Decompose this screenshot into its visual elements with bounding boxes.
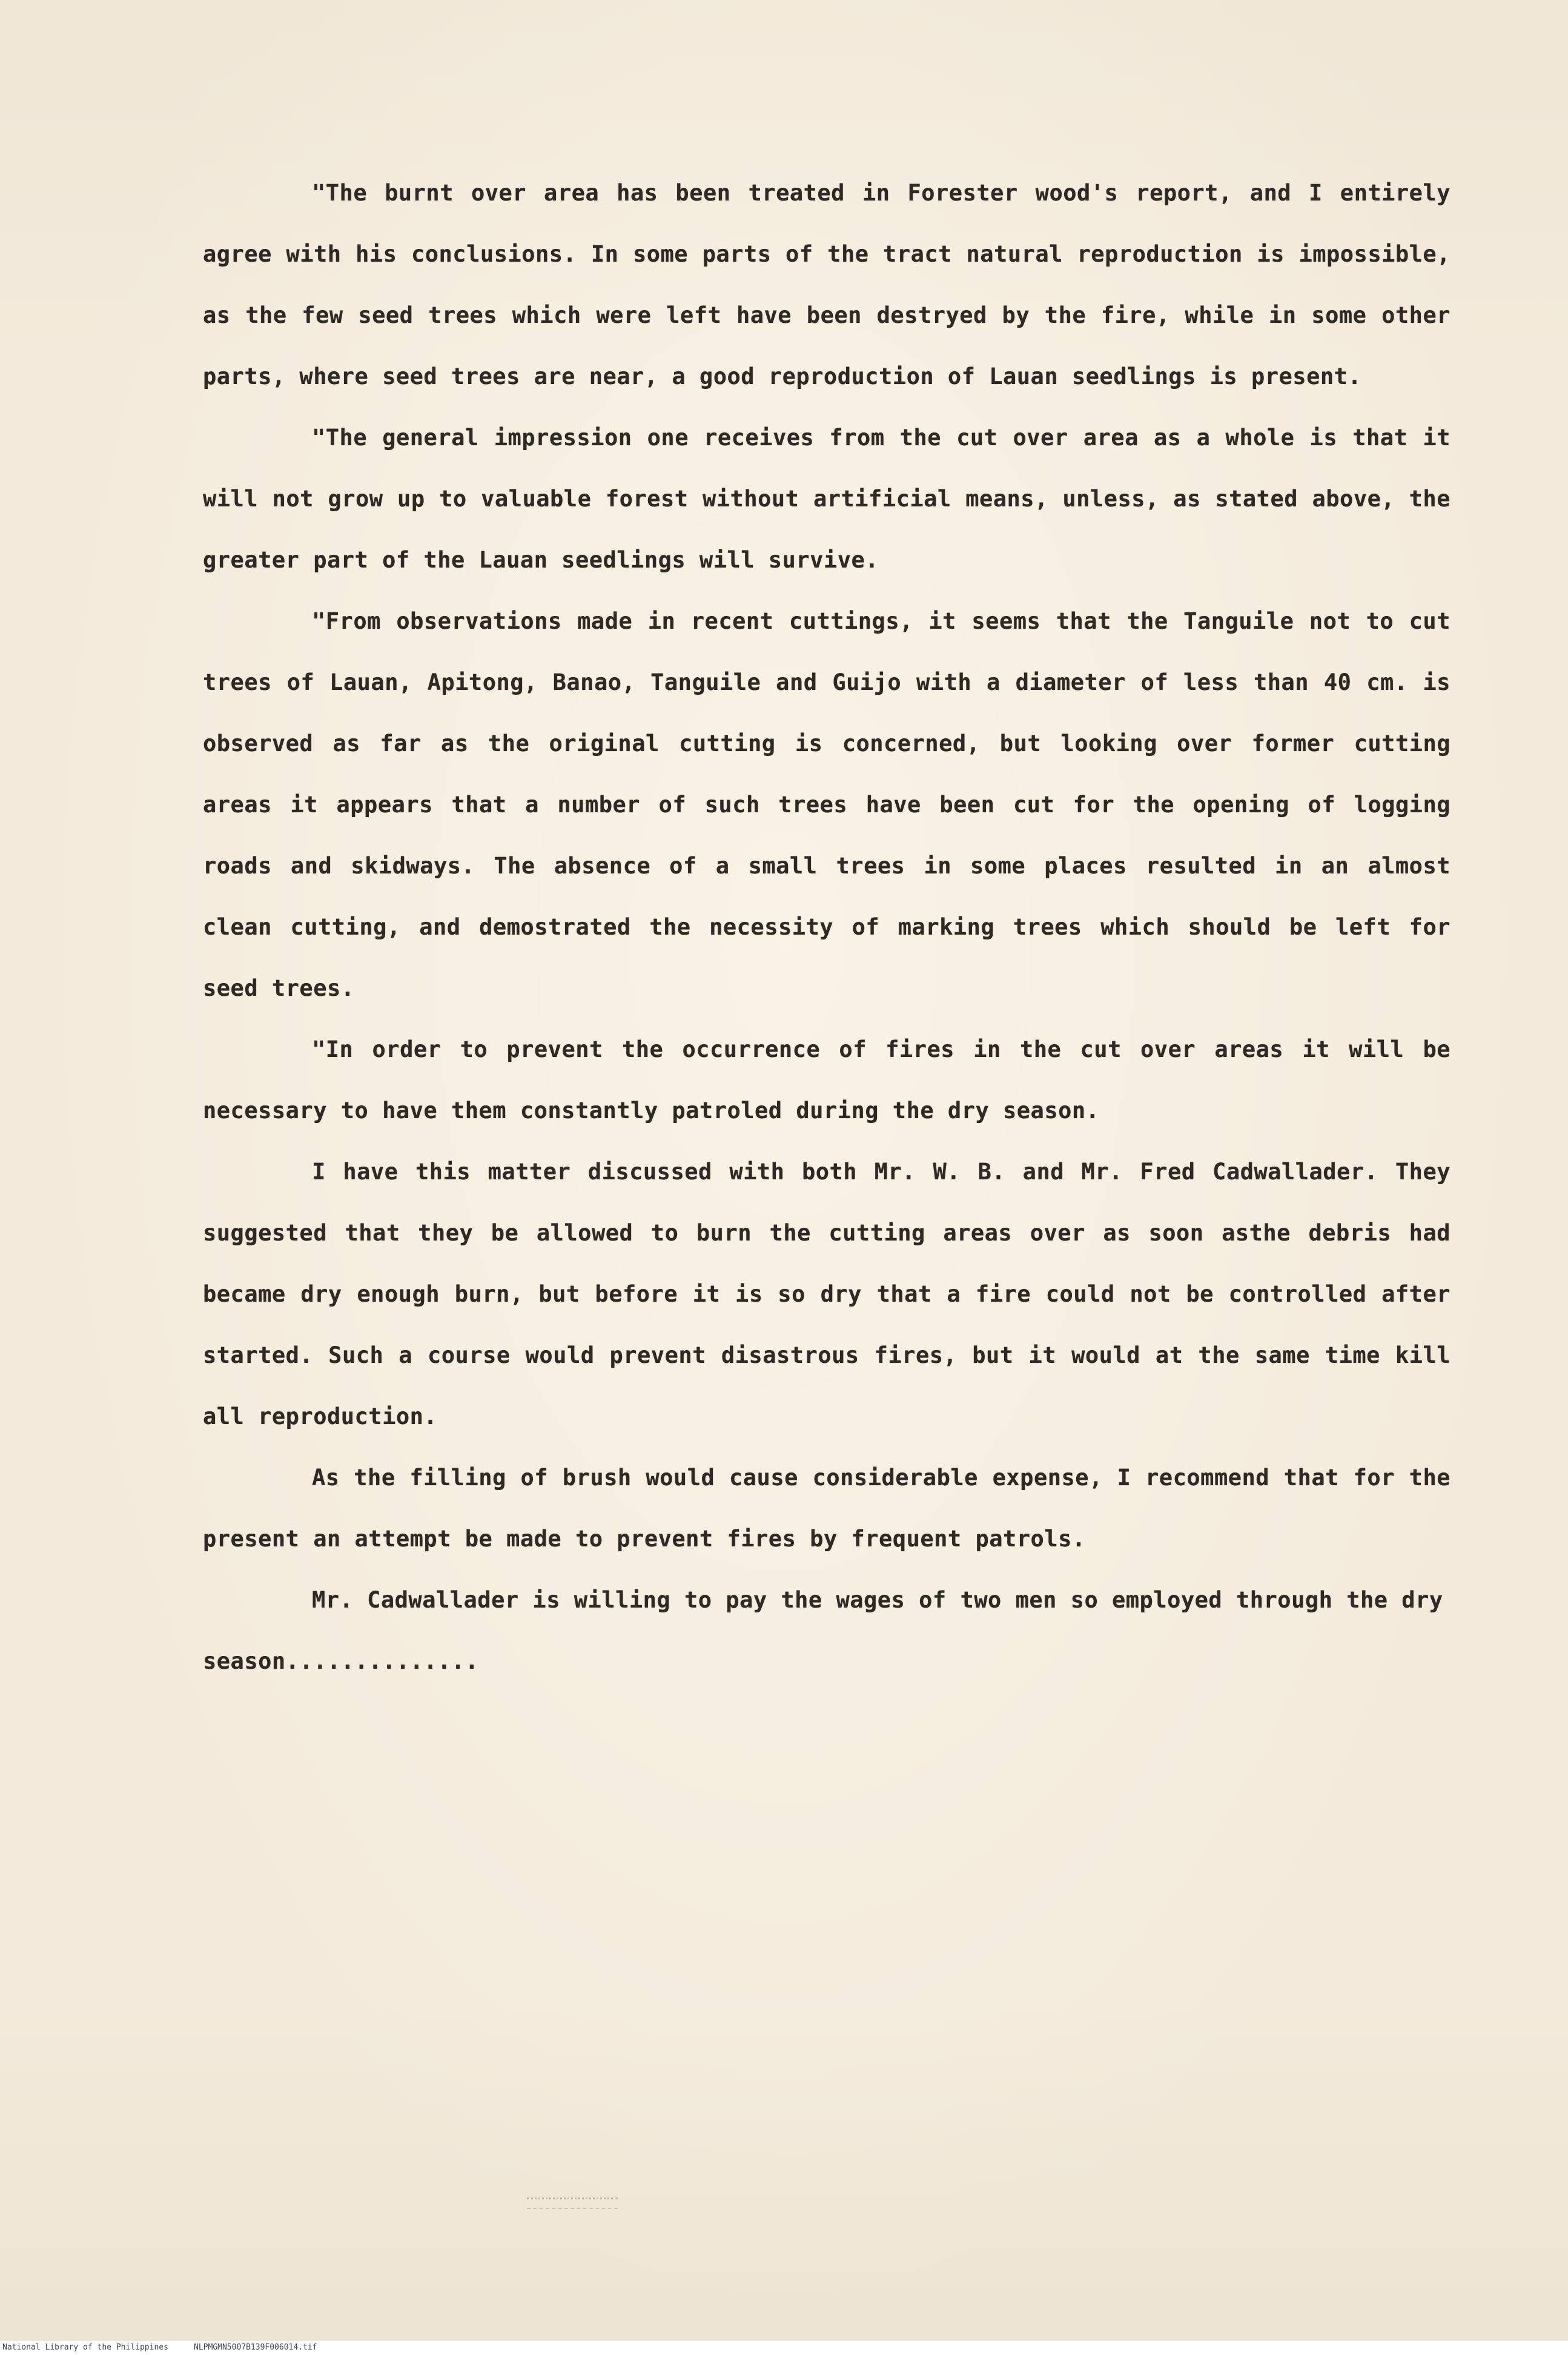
- paragraph-burnt-area: "The burnt over area has been treated in Forester wood's report, and I entirely agree with his conclusions. In some parts of the tract natural reproduction is impossible, as the few seed trees which were left have been destryed by the fire, while in some other parts, where seed trees are near, a good reproduction of Lauan seedlings is present.: [203, 180, 1451, 389]
- footer-file-id: NLPMGMN5007B139F006014.tif: [194, 2343, 317, 2352]
- paragraph-recommendation: As the filling of brush would cause considerable expense, I recommend that for the present an attempt be made to prevent fires by frequent patrols.: [203, 1465, 1451, 1552]
- scan-footer: [0, 2340, 1568, 2355]
- paragraph-general-impression: "The general impression one receives from the cut over area as a whole is that it will not grow up to valuable forest without artificial means, unless, as stated above, the greater part of the Lauan seedlings will survive.: [203, 425, 1451, 573]
- paragraph-cadwallader-discussion: I have this matter discussed with both Mr. W. B. and Mr. Fred Cadwallader. They suggested that they be allowed to burn the cutting areas over as soon asthe debris had became dry enough burn, but before it is so dry that a fire could not be controlled after started. Such a course would prevent disastrous fires, but it would at the same time kill all reproduction.: [203, 1159, 1451, 1429]
- ink-smudge: [527, 2198, 618, 2209]
- typewritten-body: [203, 162, 1451, 1692]
- footer-library-name: National Library of the Philippines: [2, 2343, 168, 2352]
- paragraph-wages: Mr. Cadwallader is willing to pay the wages of two men so employed through the dry season..............: [203, 1587, 1443, 1674]
- paragraph-observations: "From observations made in recent cuttings, it seems that the Tanguile not to cut trees of Lauan, Apitong, Banao, Tanguile and Guijo with a diameter of less than 40 cm. is observed as far as the original cutting is concerned, but looking over former cutting areas it appears that a number of such trees have been cut for the opening of logging roads and skidways. The absence of a small trees in some places resulted in an almost clean cutting, and demostrated the necessity of marking trees which should be left for seed trees.: [203, 608, 1451, 1001]
- paragraph-fire-prevention: "In order to prevent the occurrence of fires in the cut over areas it will be necessary to have them constantly patroled during the dry season.: [203, 1036, 1451, 1124]
